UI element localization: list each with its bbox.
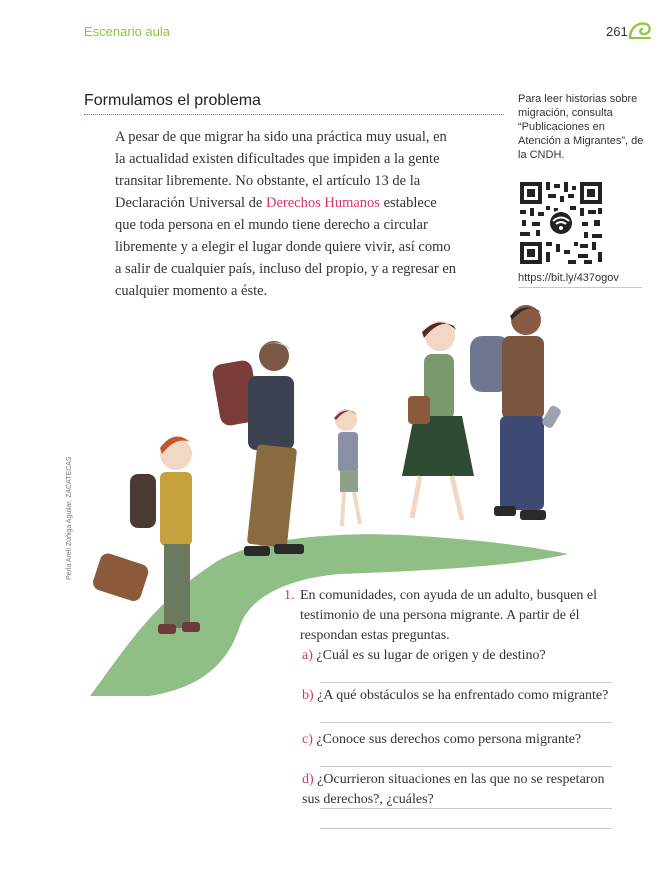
intro-paragraph (115, 126, 460, 302)
question-letter: d) (302, 772, 314, 787)
activity-intro (284, 586, 624, 646)
photo-credit: Perla Areli Zúñiga Aguilar, ZACATECAS (66, 456, 73, 580)
question-letter: c) (302, 732, 313, 747)
sidebar-link[interactable]: https://bit.ly/437ogov (518, 272, 642, 288)
intro-text-start: A pesar de que migrar ha sido una práctica muy usual, en la actualidad existen dificultades que impiden a la gente transitar libremente. No obstante, el artículo 13 de la Declaración Universal de (115, 129, 447, 211)
question-text: ¿Ocurrieron situaciones en las que no se respetaron sus derechos?, ¿cuáles? (302, 772, 605, 807)
question-text: ¿Conoce sus derechos como persona migrante? (316, 732, 582, 747)
person-woman (402, 321, 474, 520)
page-number: 261 (606, 24, 628, 39)
question-letter: b) (302, 688, 314, 703)
question-d (302, 770, 612, 810)
person-man-backpack (470, 305, 562, 520)
answer-line-d2[interactable] (320, 828, 612, 829)
header-section-label: Escenario aula (84, 24, 170, 39)
answer-line-b[interactable] (320, 722, 612, 723)
answer-line-a[interactable] (320, 682, 612, 683)
answer-line-c[interactable] (320, 766, 612, 767)
qr-code-icon[interactable] (518, 180, 604, 266)
question-letter: a) (302, 648, 313, 663)
answer-line-d1[interactable] (320, 808, 612, 809)
swirl-logo-icon (628, 20, 652, 40)
activity-section (284, 586, 624, 807)
activity-intro-text: En comunidades, con ayuda de un adulto, busquen el testimonio de una persona migrante. A partir de él respondan estas preguntas. (300, 588, 598, 643)
question-b (302, 686, 612, 706)
question-text: ¿Cuál es su lugar de origen y de destino? (316, 648, 546, 663)
intro-text-end: establece que toda persona en el mundo tiene derecho a circular libremente y a elegir el lugar donde quiere vivir, así como a salir de cualquier país, incluso del propio, y a regresar en cualquier momento a éste. (115, 195, 457, 299)
question-text: ¿A qué obstáculos se ha enfrentado como migrante? (317, 688, 609, 703)
person-young-man (91, 426, 200, 634)
person-older-man (211, 341, 304, 556)
person-child (334, 409, 360, 526)
question-c (302, 730, 612, 750)
activity-number: 1. (284, 588, 295, 603)
section-title: Formulamos el problema (84, 92, 504, 115)
intro-highlight: Derechos Humanos (265, 195, 380, 211)
question-a (302, 646, 612, 666)
sidebar-note: Para leer historias sobre migración, consulta “Publicaciones en Atención a Migrantes”, de la CNDH. (518, 93, 644, 161)
